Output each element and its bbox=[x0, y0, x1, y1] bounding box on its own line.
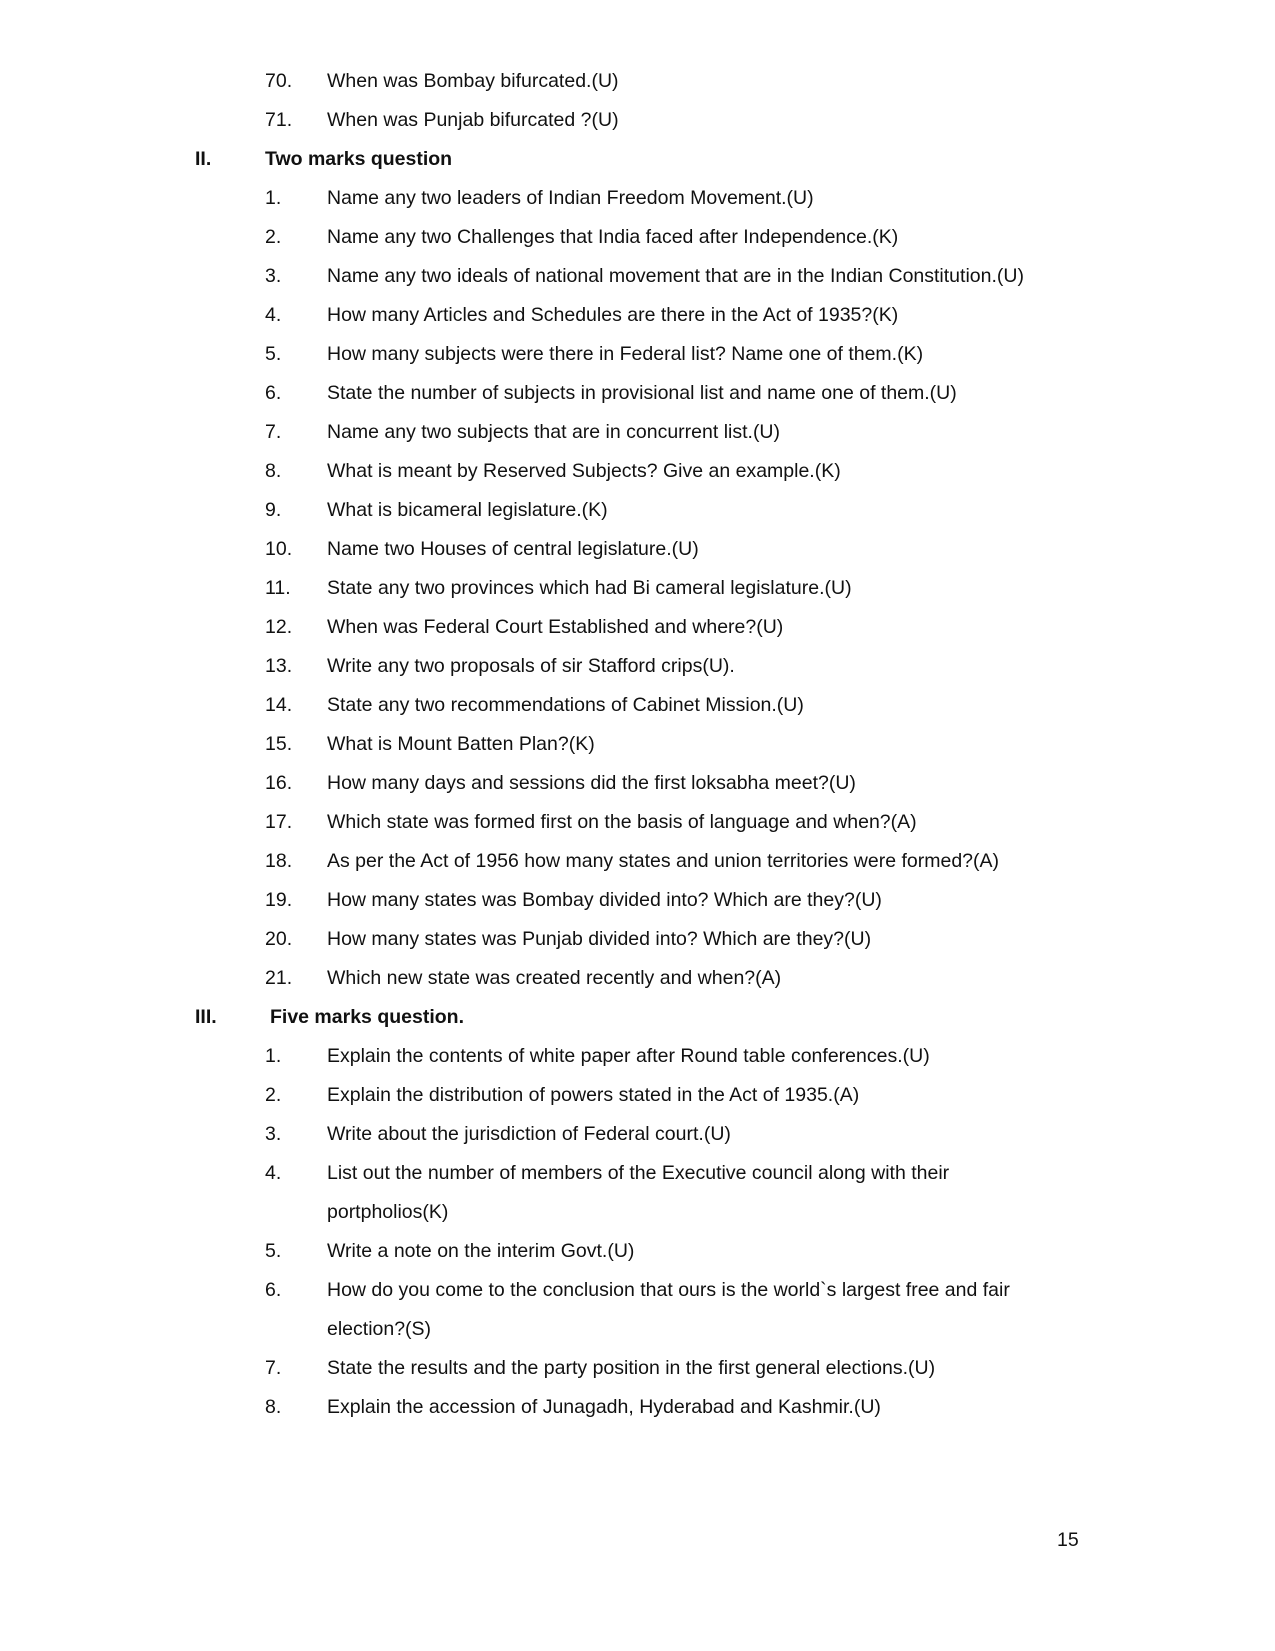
question-text: What is meant by Reserved Subjects? Give an example.(K) bbox=[327, 460, 841, 482]
question-number: 9. bbox=[265, 499, 282, 521]
question-number: 17. bbox=[265, 811, 293, 833]
question-text: Name any two ideals of national movement that are in the Indian Constitution.(U) bbox=[327, 265, 1024, 287]
question-number: 14. bbox=[265, 694, 293, 716]
question-number: 2. bbox=[265, 1084, 282, 1106]
question-text: What is Mount Batten Plan?(K) bbox=[327, 733, 595, 755]
question-number: 15. bbox=[265, 733, 293, 755]
question-text: How many Articles and Schedules are there in the Act of 1935?(K) bbox=[327, 304, 899, 326]
question-number: 12. bbox=[265, 616, 293, 638]
question-text: Name any two subjects that are in concurrent list.(U) bbox=[327, 421, 781, 443]
question-text: Name any two Challenges that India faced after Independence.(K) bbox=[327, 226, 899, 248]
question-number: 11. bbox=[265, 577, 291, 599]
question-number: 70. bbox=[265, 70, 293, 92]
question-number: 21. bbox=[265, 967, 293, 989]
question-number: 5. bbox=[265, 1240, 282, 1262]
question-number: 10. bbox=[265, 538, 293, 560]
question-text: Write a note on the interim Govt.(U) bbox=[327, 1240, 635, 1262]
question-number: 3. bbox=[265, 265, 282, 287]
question-text-continued: election?(S) bbox=[327, 1318, 432, 1340]
question-number: 1. bbox=[265, 187, 282, 209]
question-text: How many days and sessions did the first loksabha meet?(U) bbox=[327, 772, 856, 794]
question-text: Explain the accession of Junagadh, Hyderabad and Kashmir.(U) bbox=[327, 1396, 881, 1418]
question-text: State the number of subjects in provisional list and name one of them.(U) bbox=[327, 382, 957, 404]
question-number: 19. bbox=[265, 889, 293, 911]
question-text: How many states was Punjab divided into? Which are they?(U) bbox=[327, 928, 872, 950]
question-text: How many subjects were there in Federal list? Name one of them.(K) bbox=[327, 343, 924, 365]
question-number: 6. bbox=[265, 1279, 282, 1301]
question-number: 13. bbox=[265, 655, 293, 677]
question-text: When was Federal Court Established and where?(U) bbox=[327, 616, 784, 638]
question-text: Explain the distribution of powers stated in the Act of 1935.(A) bbox=[327, 1084, 860, 1106]
question-number: 6. bbox=[265, 382, 282, 404]
question-text: Name two Houses of central legislature.(U) bbox=[327, 538, 699, 560]
question-number: 1. bbox=[265, 1045, 282, 1067]
question-number: 3. bbox=[265, 1123, 282, 1145]
question-text: As per the Act of 1956 how many states and union territories were formed?(A) bbox=[327, 850, 1000, 872]
question-number: 7. bbox=[265, 421, 282, 443]
question-text: Which new state was created recently and when?(A) bbox=[327, 967, 782, 989]
question-text: Write any two proposals of sir Stafford crips(U). bbox=[327, 655, 735, 677]
section-title: Two marks question bbox=[265, 148, 453, 170]
question-text: When was Bombay bifurcated.(U) bbox=[327, 70, 619, 92]
section-title: Five marks question. bbox=[270, 1006, 464, 1028]
question-text: Name any two leaders of Indian Freedom Movement.(U) bbox=[327, 187, 814, 209]
question-number: 2. bbox=[265, 226, 282, 248]
question-text: How do you come to the conclusion that ours is the world`s largest free and fair bbox=[327, 1279, 1010, 1301]
question-text: How many states was Bombay divided into? Which are they?(U) bbox=[327, 889, 882, 911]
question-text: Write about the jurisdiction of Federal court.(U) bbox=[327, 1123, 731, 1145]
question-number: 71. bbox=[265, 109, 293, 131]
question-text: Explain the contents of white paper after Round table conferences.(U) bbox=[327, 1045, 930, 1067]
question-number: 16. bbox=[265, 772, 293, 794]
question-number: 8. bbox=[265, 1396, 282, 1418]
section-numeral: III. bbox=[195, 1006, 217, 1028]
question-number: 20. bbox=[265, 928, 293, 950]
question-number: 5. bbox=[265, 343, 282, 365]
question-number: 4. bbox=[265, 1162, 282, 1184]
question-text: State the results and the party position in the first general elections.(U) bbox=[327, 1357, 936, 1379]
question-text: When was Punjab bifurcated ?(U) bbox=[327, 109, 619, 131]
page-number: 15 bbox=[1057, 1529, 1079, 1551]
question-number: 7. bbox=[265, 1357, 282, 1379]
question-number: 18. bbox=[265, 850, 293, 872]
question-text: List out the number of members of the Executive council along with their bbox=[327, 1162, 950, 1184]
section-numeral: II. bbox=[195, 148, 212, 170]
question-text: Which state was formed first on the basis of language and when?(A) bbox=[327, 811, 917, 833]
question-text-continued: portpholios(K) bbox=[327, 1201, 449, 1223]
question-text: State any two provinces which had Bi cameral legislature.(U) bbox=[327, 577, 852, 599]
question-text: What is bicameral legislature.(K) bbox=[327, 499, 608, 521]
question-text: State any two recommendations of Cabinet Mission.(U) bbox=[327, 694, 804, 716]
question-number: 8. bbox=[265, 460, 282, 482]
question-number: 4. bbox=[265, 304, 282, 326]
